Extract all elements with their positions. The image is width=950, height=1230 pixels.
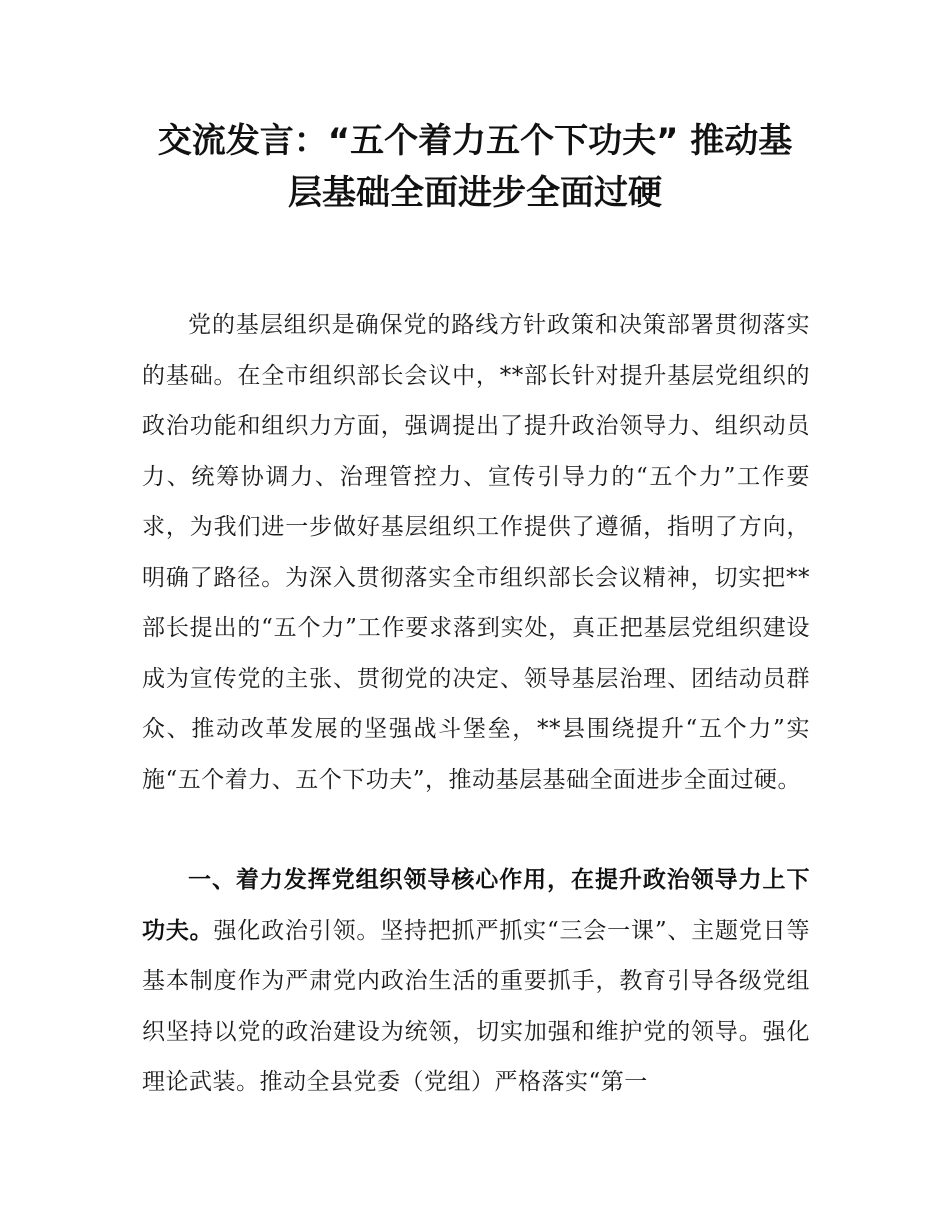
document-title <box>120 115 830 219</box>
title-line-2: 层基础全面进步全面过硬 <box>288 173 662 213</box>
section-1-heading: 一、着力发挥党组织领导核心作用，在提升政治领导力上下功夫。 <box>142 867 810 944</box>
intro-paragraph: 党的基层组织是确保党的路线方针政策和决策部署贯彻落实的基础。在全市组织部长会议中，**部长针对提升基层党组织的政治功能和组织力方面，强调提出了提升政治领导力、组织动员力、统筹协调力、治理管控力、宣传引导力的“五个力”工作要求，为我们进一步做好基层组织工作提供了遵循，指明了方向，明确了路径。为深入贯彻落实全市组织部长会议精神，切实把**部长提出的“五个力”工作要求落到实处，真正把基层党组织建设成为宣传党的主张、贯彻党的决定、领导基层治理、团结动员群众、推动改革发展的坚强战斗堡垒，**县围绕提升“五个力”实施“五个着力、五个下功夫”，推动基层基础全面进步全面过硬。 <box>142 312 810 793</box>
section-1-paragraph <box>142 855 810 1108</box>
title-line-1: 交流发言：“五个着力五个下功夫” 推动基 <box>157 121 793 161</box>
section-1-text: 强化政治引领。坚持把抓严抓实“三会一课”、主题党日等基本制度作为严肃党内政治生活的重要抓手，教育引导各级党组织坚持以党的政治建设为统领，切实加强和维护党的领导。强化理论武装。推动全县党委（党组）严格落实“第一 <box>142 917 810 1095</box>
